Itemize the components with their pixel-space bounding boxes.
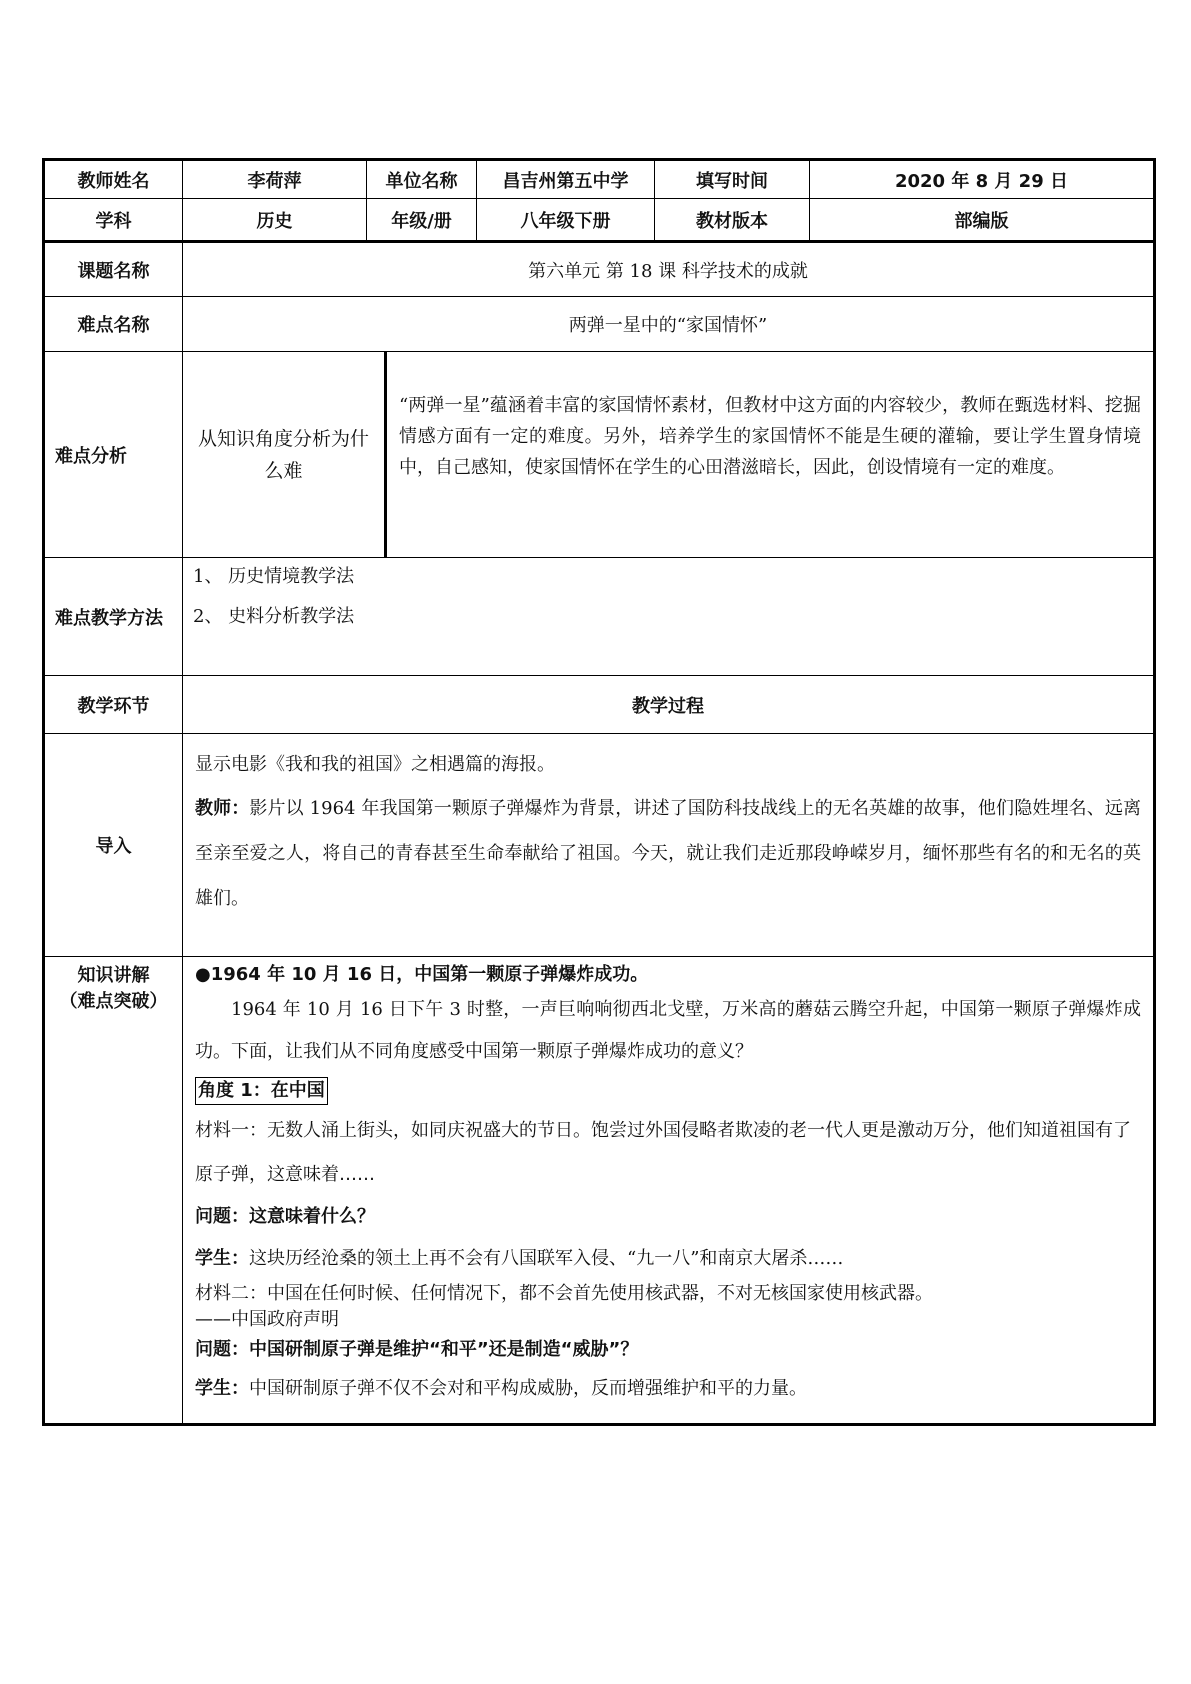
student-text: 中国研制原子弹不仅不会对和平构成威胁，反而增强维护和平的力量。 — [249, 1378, 807, 1399]
angle-line — [195, 1077, 1141, 1105]
unit-label: 单位名称 — [367, 161, 477, 198]
analysis-sub-label: 从知识角度分析为什么难 — [183, 352, 387, 557]
student-answer-1 — [195, 1237, 1141, 1281]
difficulty-row — [45, 296, 1153, 351]
topic-row — [45, 240, 1153, 296]
methods-list — [183, 558, 1153, 675]
student-answer-2 — [195, 1367, 1141, 1411]
method-item: 2、 史料分析教学法 — [193, 606, 355, 627]
student-tag: 学生： — [195, 1378, 249, 1399]
intro-teacher-para — [195, 786, 1141, 921]
grade-value: 八年级下册 — [477, 199, 655, 240]
difficulty-label: 难点名称 — [45, 297, 183, 351]
date-label: 填写时间 — [655, 161, 810, 198]
intro-content — [183, 734, 1153, 956]
knowledge-row — [45, 956, 1153, 1423]
analysis-row — [45, 351, 1153, 557]
question2: 问题：中国研制原子弹是维护“和平”还是制造“威胁”？ — [195, 1339, 639, 1360]
knowledge-heading: ●1964 年 10 月 16 日，中国第一颗原子弹爆炸成功。 — [195, 964, 649, 985]
date-value: 2020 年 8 月 29 日 — [894, 170, 1068, 192]
topic-value: 第六单元 第 18 课 科学技术的成就 — [528, 260, 808, 282]
angle-tag: 角度 1：在中国 — [195, 1077, 328, 1105]
topic-label: 课题名称 — [45, 243, 183, 296]
teacher-value: 李荷萍 — [183, 161, 367, 198]
grade-label: 年级/册 — [367, 199, 477, 240]
header-row-2 — [45, 198, 1153, 240]
difficulty-value: 两弹一星中的“家国情怀” — [568, 315, 768, 336]
student-text: 这块历经沧桑的领土上再不会有八国联军入侵、“九一八”和南京大屠杀…… — [249, 1248, 844, 1269]
teacher-label: 教师姓名 — [45, 161, 183, 198]
material1: 材料一：无数人涌上街头，如同庆祝盛大的节日。饱尝过外国侵略者欺凌的老一代人更是激动万分，他们知道祖国有了原子弹，这意味着…… — [195, 1120, 1131, 1185]
process-value: 教学过程 — [632, 695, 704, 717]
methods-row — [45, 557, 1153, 675]
teacher-text: 影片以 1964 年我国第一颗原子弹爆炸为背景，讲述了国防科技战线上的无名英雄的故事，他们隐姓埋名、远离至亲至爱之人，将自己的青春甚至生命奉献给了祖国。今天，就让我们走近那段峥嵘岁月，缅怀那些有名的和无名的英雄们。 — [195, 798, 1141, 909]
material2: 材料二：中国在任何时候、任何情况下，都不会首先使用核武器，不对无核国家使用核武器。 — [195, 1283, 933, 1304]
process-label: 教学环节 — [45, 676, 183, 733]
intro-row — [45, 733, 1153, 956]
analysis-label: 难点分析 — [45, 352, 183, 557]
methods-label: 难点教学方法 — [45, 558, 183, 675]
method-item: 1、 历史情境教学法 — [193, 566, 355, 587]
subject-value: 历史 — [183, 199, 367, 240]
knowledge-label-1: 知识讲解 — [77, 965, 150, 986]
header-row-1 — [45, 158, 1153, 198]
knowledge-content — [183, 957, 1153, 1423]
teacher-tag: 教师： — [195, 798, 250, 819]
process-header-row — [45, 675, 1153, 733]
textbook-label: 教材版本 — [655, 199, 810, 240]
analysis-text-cell — [387, 352, 1153, 557]
knowledge-para1: 1964 年 10 月 16 日下午 3 时整，一声巨响响彻西北戈壁，万米高的蘑菇云腾空升起，中国第一颗原子弹爆炸成功。下面，让我们从不同角度感受中国第一颗原子弹爆炸成功的意义？ — [195, 999, 1141, 1062]
lesson-plan-table — [42, 158, 1156, 1426]
intro-line1: 显示电影《我和我的祖国》之相遇篇的海报。 — [195, 754, 555, 775]
textbook-value: 部编版 — [954, 210, 1009, 232]
student-tag: 学生： — [195, 1248, 249, 1269]
knowledge-label-2: （难点突破） — [59, 991, 168, 1012]
intro-label: 导入 — [45, 734, 183, 956]
analysis-text: “两弹一星”蕴涵着丰富的家国情怀素材，但教材中这方面的内容较少，教师在甄选材料、挖掘情感方面有一定的难度。另外，培养学生的家国情怀不能是生硬的灌输，要让学生置身情境中，自己感知，使家国情怀在学生的心田潜滋暗长，因此，创设情境有一定的难度。 — [399, 395, 1141, 478]
subject-label: 学科 — [45, 199, 183, 240]
material2-source: ——中国政府声明 — [195, 1309, 339, 1330]
unit-value: 昌吉州第五中学 — [477, 161, 655, 198]
knowledge-label — [45, 957, 183, 1423]
question1: 问题：这意味着什么？ — [195, 1206, 375, 1227]
